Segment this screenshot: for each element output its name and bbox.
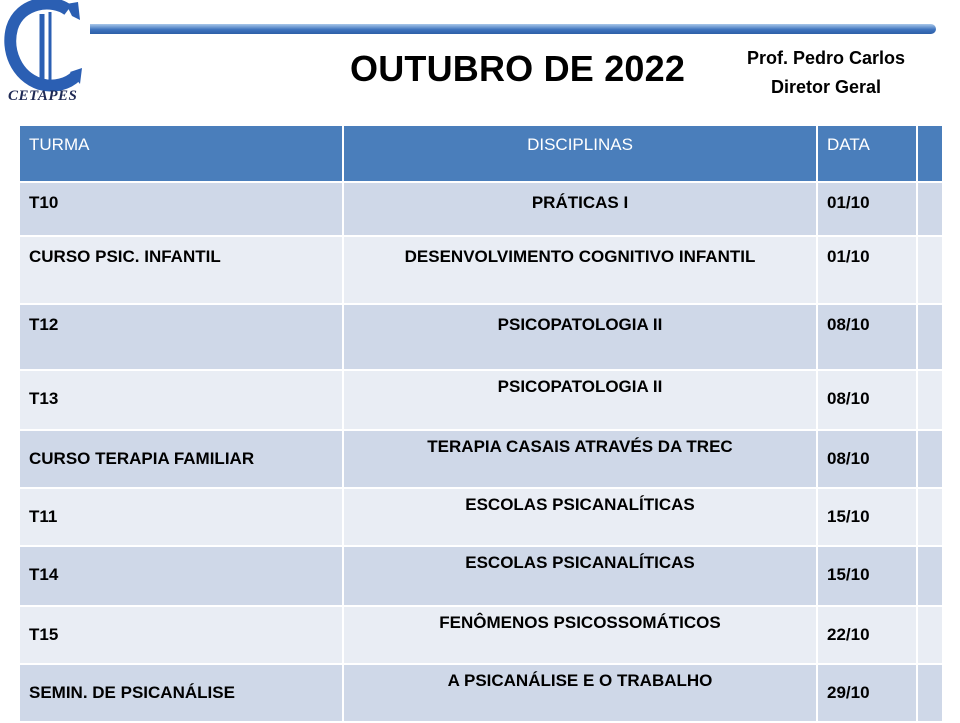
header-rule [90,24,936,34]
header-data: DATA [817,125,917,182]
table-row [19,546,943,606]
cell-data: 08/10 [817,304,917,370]
cell-turma: SEMIN. DE PSICANÁLISE [19,664,343,722]
cell-disciplina: PSICOPATOLOGIA II [343,304,817,370]
cell-disciplina: PRÁTICAS I [343,182,817,236]
table-row [19,488,943,546]
signature-block [726,44,926,102]
cell-disciplina: DESENVOLVIMENTO COGNITIVO INFANTIL [343,236,817,304]
cell-extra [917,488,943,546]
cell-data: 08/10 [817,370,917,430]
cell-disciplina: PSICOPATOLOGIA II [343,370,817,430]
table-row [19,182,943,236]
cell-data: 01/10 [817,236,917,304]
cell-extra [917,546,943,606]
cell-turma: T14 [19,546,343,606]
cell-disciplina: TERAPIA CASAIS ATRAVÉS DA TREC [343,430,817,488]
table-row [19,664,943,722]
table-row [19,370,943,430]
cell-extra [917,370,943,430]
cell-data: 29/10 [817,664,917,722]
page-title: OUTUBRO DE 2022 [350,48,686,89]
cell-data: 22/10 [817,606,917,664]
cell-disciplina: A PSICANÁLISE E O TRABALHO [343,664,817,722]
cell-extra [917,430,943,488]
cell-turma: T15 [19,606,343,664]
cell-disciplina: ESCOLAS PSICANALÍTICAS [343,546,817,606]
cell-turma: T10 [19,182,343,236]
table-row [19,606,943,664]
table-row [19,430,943,488]
cell-extra [917,606,943,664]
cell-disciplina: ESCOLAS PSICANALÍTICAS [343,488,817,546]
signature-role: Diretor Geral [770,77,882,97]
cell-data: 15/10 [817,488,917,546]
header-turma: TURMA [19,125,343,182]
signature-name: Prof. Pedro Carlos [746,48,906,68]
logo-c-mark [2,0,88,92]
logo-text: CETAPES [8,88,78,104]
cell-extra [917,236,943,304]
header-disciplinas: DISCIPLINAS [343,125,817,182]
header-extra [917,125,943,182]
cell-extra [917,182,943,236]
cell-data: 08/10 [817,430,917,488]
table-row [19,236,943,304]
cell-turma: CURSO TERAPIA FAMILIAR [19,430,343,488]
cetapes-logo [2,0,88,108]
schedule-table [18,124,944,723]
cell-turma: CURSO PSIC. INFANTIL [19,236,343,304]
cell-extra [917,304,943,370]
cell-turma: T11 [19,488,343,546]
cell-turma: T12 [19,304,343,370]
table-row [19,304,943,370]
table-header-row [19,125,943,182]
cell-disciplina: FENÔMENOS PSICOSSOMÁTICOS [343,606,817,664]
cell-turma: T13 [19,370,343,430]
cell-data: 01/10 [817,182,917,236]
cell-extra [917,664,943,722]
cell-data: 15/10 [817,546,917,606]
